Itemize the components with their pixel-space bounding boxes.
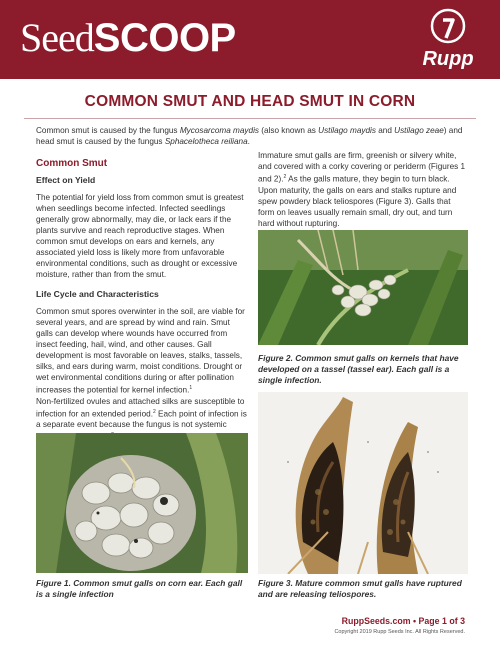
intro-species-name: Ustilago zeae <box>394 126 444 135</box>
document-title: COMMON SMUT AND HEAD SMUT IN CORN <box>84 93 416 110</box>
intro-species-name: Sphacelotheca reiliana <box>164 137 248 146</box>
footer-page-number: Page 1 of 3 <box>418 616 465 626</box>
paragraph-yield: The potential for yield loss from common smut is greatest when seedlings become infected. Infected seedlings generally grow abnormally, may die, or lack ears if the plants survive and reach reproductive stages. When common smut develops on ears and kernels, any associated yield loss is likely more from unfavorable environmental conditions, such as drought or excessive moisture, rather than from the smut. <box>36 193 244 279</box>
right-column <box>258 150 468 237</box>
intro-text: and <box>375 126 395 135</box>
brand-title-light: Seed <box>20 15 94 60</box>
footer-site-line <box>0 616 465 626</box>
intro-text: (also known as <box>258 126 319 135</box>
intro-text: ) and head smut is caused by the fungus <box>36 126 463 146</box>
figure-3-caption: Figure 3. Mature common smut galls have ruptured and are releasing teliospores. <box>258 578 462 599</box>
paragraph-text: Each point of infection is a separate event because the fungus is not systemic <box>36 409 247 430</box>
paragraph-mature-galls: Upon maturity, the galls on ears and stalks rupture and spew powdery black teliospores (Figure 3). Galls that form on leaves usually remain small, dry out, and turn hard without rupturing. <box>258 185 457 228</box>
footnote-ref: 1 <box>189 385 193 391</box>
intro-species-name: Ustilago maydis <box>318 126 376 135</box>
rupp-logo[interactable] <box>412 8 484 72</box>
intro-text: . <box>247 137 250 146</box>
rupp-emblem-icon <box>412 8 484 52</box>
footnote-ref: 2 <box>152 408 156 415</box>
footer-copyright: Copyright 2019 Rupp Seeds Inc. All Rights Reserved. <box>334 629 465 635</box>
footnote-ref: 2 <box>283 174 287 180</box>
brand-title-bold: SCOOP <box>93 16 236 60</box>
brand-title <box>20 14 236 62</box>
paragraph-life-cycle <box>36 306 248 396</box>
figure-2-photo <box>258 230 468 345</box>
subheading-effect-on-yield: Effect on Yield <box>36 175 96 185</box>
paragraph-immature-galls <box>258 150 468 185</box>
footer-separator: • <box>413 616 417 626</box>
left-column <box>36 157 248 451</box>
intro-paragraph <box>36 125 466 147</box>
paragraph-text: Immature smut galls are firm, greenish or silvery white, and covered with a corky covering or periderm (Figures 1 and 2). <box>258 151 466 184</box>
footer-website-link[interactable]: RuppSeeds.com <box>341 616 411 626</box>
intro-text: Common smut is caused by the fungus <box>36 126 180 135</box>
intro-species-name: Mycosarcoma maydis <box>179 126 259 135</box>
paragraph-text: Non-fertilized ovules and attached silks are susceptible to infection for an extended period. <box>36 396 245 419</box>
logo-wordmark: Rupp <box>422 48 474 70</box>
header-banner <box>0 0 500 79</box>
figure-2-caption: Figure 2. Common smut galls on kernels that have developed on a tassel (tassel ear). Each gall is a single infection. <box>258 353 459 385</box>
figure-1-caption: Figure 1. Common smut galls on corn ear. Each gall is a single infection <box>36 578 243 599</box>
paragraph-text: Common smut spores overwinter in the soil, are viable for several years, and are spread by wind and rain. Smut galls can develop where wounds have occurred from insect feeding, hail, wind, and other causes. Gall development is most favorable on leaves, stalks, tassels, silks, and ears during warm, moist conditions. Drought or wet environmental conditions during or after pollination increases the potential for kernel infection. <box>36 307 245 395</box>
figure-1-photo <box>36 433 248 573</box>
section-heading: Common Smut <box>36 158 108 169</box>
title-divider <box>24 118 476 119</box>
subheading-life-cycle: Life Cycle and Characteristics <box>36 289 159 299</box>
figure-3-photo <box>258 392 468 574</box>
paragraph-text: As the galls mature, they begin to turn black. <box>286 174 450 184</box>
